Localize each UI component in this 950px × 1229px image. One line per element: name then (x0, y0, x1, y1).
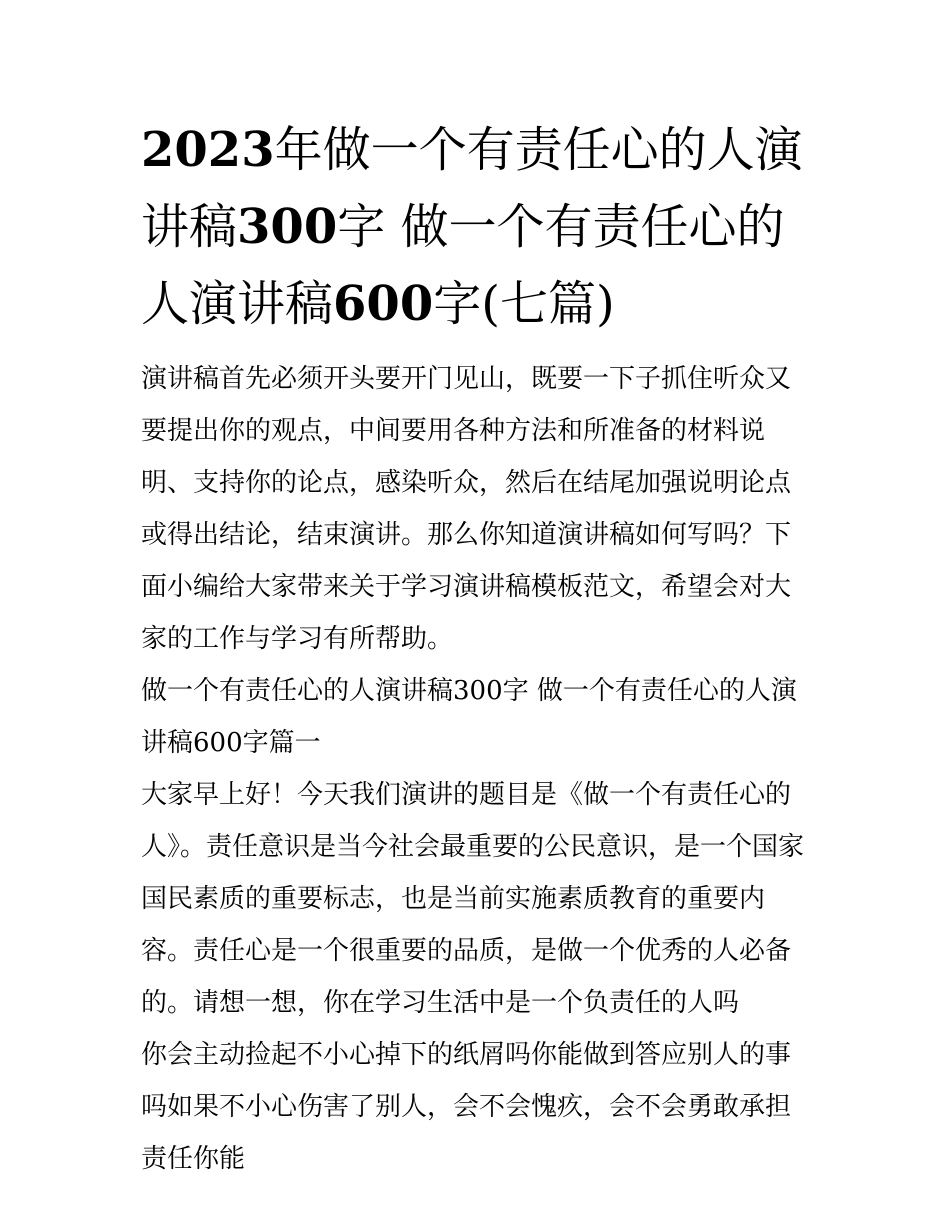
document-body (141, 353, 813, 1185)
title-text-1: 年做一个有责任心的人演讲稿 (141, 122, 803, 255)
body-paragraph: 大家早上好！今天我们演讲的题目是《做一个有责任心的人》。责任意识是当今社会最重要的公民意识，是一个国家国民素质的重要标志，也是当前实施素质教育的重要内容。责任心是一个很重要的品质，是做一个优秀的人必备的。请想一想，你在学习生活中是一个负责任的人吗 (141, 780, 805, 1018)
body-paragraph: 你会主动捡起不小心掉下的纸屑吗你能做到答应别人的事吗如果不小心伤害了别人，会不会愧疚，会不会勇敢承担责任你能 (141, 1040, 792, 1174)
document-content (141, 112, 813, 1185)
title-text-2: 字 做一个有责任心的人演讲稿 (141, 199, 785, 332)
section-heading: 做一个有责任心的人演讲稿300字 做一个有责任心的人演讲稿600字篇一 (141, 676, 797, 758)
title-number-300: 300 (237, 199, 338, 255)
title-number-600: 600 (333, 276, 434, 332)
document-title (141, 112, 813, 343)
intro-paragraph: 演讲稿首先必须开头要开门见山，既要一下子抓住听众又要提出你的观点，中间要用各种方法和所准备的材料说明、支持你的论点，感染听众，然后在结尾加强说明论点或得出结论，结束演讲。那么你知道演讲稿如何写吗？下面小编给大家带来关于学习演讲稿模板范文，希望会对大家的工作与学习有所帮助。 (141, 364, 792, 654)
title-text-3: 字(七篇) (433, 276, 615, 332)
title-year: 2023 (141, 122, 275, 178)
